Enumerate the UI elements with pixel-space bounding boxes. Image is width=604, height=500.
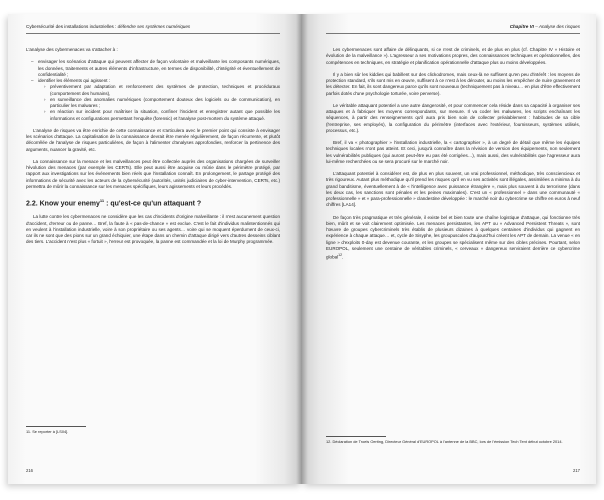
paragraph-text: De façon très pragmatique et très générale, il existe bel et bien toute une chaîne logistique d'attaque, qui fonctionne très bien, mûrit et se voit clairement optimisée. Les menaces persistantes, les APT ou « Advanced Persistent Threats », sont l'œuvre de groupes cybercriminels très établis de plusieurs dizaines à quelques centaines d'individus qui gagnent en expérience à chaque attaque… et, cycle de Sisyphe, les groupuscules d'aujourd'hui créent les APT de demain. La venue « en ligne » d'exploits 0-day est devenue courante, et les groupes se spécialisent même sur des cibles précises. Pourtant, selon EUROPOL, seulement une centaine de véritables criminels, « cerveaux » dangereux serviraient derrière ce cybercrime global [326,214,580,260]
sub-bullet-list [38,84,280,122]
bullet-item: – envisager les scénarios d'attaque qui peuvent affecter de façon volontaire et malveillante les composants numériques, les données, traitements et autres éléments d'infrastructure, en termes de disponibilité, d'intégrité et éventuellement de confidentialité ; [38,59,280,78]
footnote-rule [26,426,86,427]
footnotes [26,426,280,434]
section-heading-rest: : qu'est-ce qu'un attaquant ? [104,200,202,208]
body-paragraph: Il y a bien sûr les kiddies qui babillent sur des clickodromes, mais ceux-là ne suffisent qu'en peu d'intérêt : les moyens de protection standard, s'ils sont mis en œuvre, suffisent à ce n'est à les dérouter, au moins les empêcher de nuire gravement et les détecter. En fait, ils sont dangereux parce qu'ils sont nouveaux (techniquement pas à niveau… en plus d'être effectivement parfois dotés d'une psychologie torturée, voire perverse). [326,71,580,96]
body-paragraph: Le véritable attaquant potentiel a une autre dangerosité, et pour commencer cela réside dans sa capacité à organiser ses attaques et à fabriquer les moyens correspondants, sur mesure. Il va coder les malwares, les scripts enchaînant les séquences, à partir des renseignements qu'il aura pris bien soin de collecter préalablement : habitudes de sa cible (l'entreprise, ses employés), la configuration du périmètre (interfaces avec l'extérieur, fournisseurs, systèmes utilisés, processus, etc.). [326,102,580,133]
footnote-ref: 12 [338,253,343,257]
bullet-item [38,78,280,122]
open-book [8,14,596,484]
running-head-left [26,24,280,34]
page-number: 217 [573,467,580,473]
running-head-prefix: Cybersécurité des installations industrielles : [26,24,118,29]
section-heading [26,196,280,208]
bullet-item-label: identifier les éléments qui agissent : [38,78,111,83]
page-number: 216 [26,467,33,473]
running-head-chapter: Chapitre VI [509,24,534,29]
body-paragraph: Les cybermenaces sont affaire de délinquants, si ce n'est de criminels, et de plus en plus (cf. Chapitre IV « Histoire et évolution de la malveillance »). L'agresseur a ses motivations propres, des connaissances techniques et opérationnelles, des compétences en techniques, en stratégie et planification opérationnelle d'attaque plus ou moins développées. [326,47,580,65]
sub-bullet-item: › préventivement par adaptation et renforcement des systèmes de protection, techniques et procéduraux (comportement des humains), [50,84,280,97]
book-gutter [296,14,308,484]
body-paragraph: L'analyse de risques va être enrichie de cette connaissance et s'articulera avec le premier point qui consiste à envisager les scénarios d'attaque. La capitalisation de la connaissance devrait être menée régulièrement, de façon récurrente, et plutôt décorrélée de l'analyse de risques particulières, de façon à l'alimenter d'analyses approfondies, renforcer la pertinence des arguments, nuancer la gravité, etc. [26,127,280,152]
sub-bullet-item: › en réaction sur incident pour maîtriser la situation, confiner l'incident et enregistrer autant que possible les informations et configurations permettant l'enquête (forensic) et l'analyse post-mortem du système attaqué. [50,109,280,122]
footnote: 11. Se reporter à [LS04]. [26,429,69,434]
running-head-title: – Analyse des risques [533,24,580,29]
intro-paragraph: L'analyse des cybermenaces va s'attacher à : [26,47,118,52]
running-head-title: défendre ses systèmes numériques [117,24,191,29]
footnotes [326,436,580,444]
right-page [302,14,596,484]
body-paragraph: La lutte contre les cybermenaces ne considère que les cas d'incidents d'origine malveillante : il n'est aucunement question d'accident, d'erreur ou de panne… Bref, la faute à « pas-de-chance » est exclue. C'est le fait d'individus malintentionnés qui en veulent à l'installation industrielle, voire à son propriétaire ou ses agents… voire qui se moquent éperdument de ceux-ci, car ils ne sont que des pions sur un grand échiquier, une étape dans un chemin d'attaque dirigé vers d'autres desseins ciblant des tiers. L'accident n'est plus « fortuit », l'erreur est provoquée, la panne est commandée et la loi de Murphy programmée. [26,214,280,245]
running-head-right [326,24,580,34]
sub-bullet-item: › en surveillance des anomalies numériques (comportement douteux des logiciels ou de communication), en particulier les malwares ; [50,97,280,110]
left-page [8,14,302,484]
footnote-rule [326,436,386,437]
footnote: 12. Déclaration de Troels Oerting, Directeur Général d'EUROPOL à l'antenne de la BBC, lors de l'émission Tech Tent début octobre 2014. [326,439,563,444]
body-paragraph: Bref, il va « photographier » l'installation industrielle, la « cartographier », à un degré de détail que même les équipes techniques locales n'ont pas atteint. Et ceci, jusqu'à connaître dans la révision de version des équipements, non seulement les vulnérabilités publiques (qui auront peut-être eu pas été corrigées…), mais aussi, des vulnérabilités que l'agresseur aura lui-même recherchées ou se sera procuré sur le marché noir. [326,140,580,164]
bullet-list [26,59,280,122]
footnote-ref: 11 [99,198,105,203]
body-paragraph: L'attaquant potentiel à considérer est, de plus en plus souvent, un vrai professionnel, méthodique, très consciencieux et très rigoureux. Autant plus méthodique qu'il prend les risques qu'il en vu ses activités sont illégales, assimilées a minima à du grand banditisme, éventuellement à de « l'intelligence avec puissance étrangère », mais plus souvent à du terrorisme (dans les deux cas, les sanctions sont pénales et les peines maximales). C'est un « professionnel » dans une communauté « professionnelle » et « para-professionnelle » clandestine développée : le marché noir du cybercrime se chiffre en euros à neuf chiffres [LA14]. [326,171,580,208]
body-paragraph: De façon très pragmatique et très générale, il existe bel et bien toute une chaîne logistique d'attaque, qui fonctionne très bien, mûrit et se voit clairement optimisée. Les menaces persistantes, les APT ou « Advanced Persistent Threats », sont l'œuvre de groupes cybercriminels très établis de plusieurs dizaines à quelques centaines d'individus qui gagnent en expérience à chaque attaque… et, cycle de Sisyphe, les groupuscules d'aujourd'hui créent les APT de demain. La venue « en ligne » d'exploits 0-day est devenue courante, et les groupes se spécialisent même sur des cibles précises. Pourtant, selon EUROPOL, seulement une centaine de véritables criminels, « cerveaux » dangereux serviraient derrière ce cybercrime global$^{12}$. [326,214,580,260]
body-paragraph: La connaissance sur la menace et les malveillances peut être collectée auprès des organisations chargées de surveiller l'évolution des menaces (par exemple les CERTs). Elle peut aussi être acquise ou mûrie dans le périmètre protégé, par rapport aux investigations sur les événements bien réels que l'installation connaît. En prolongement, le partage protégé des informations de sécurité avec les acteurs de la cybersécurité (autorités, unités judiciaires de cyber-intervention, CERTs, etc.) permettra de mûrir la connaissance sur les menaces spécifiques, leurs agissements et leurs procédés. [26,158,280,189]
section-heading-main: 2.2. Know your enemy [26,200,100,208]
